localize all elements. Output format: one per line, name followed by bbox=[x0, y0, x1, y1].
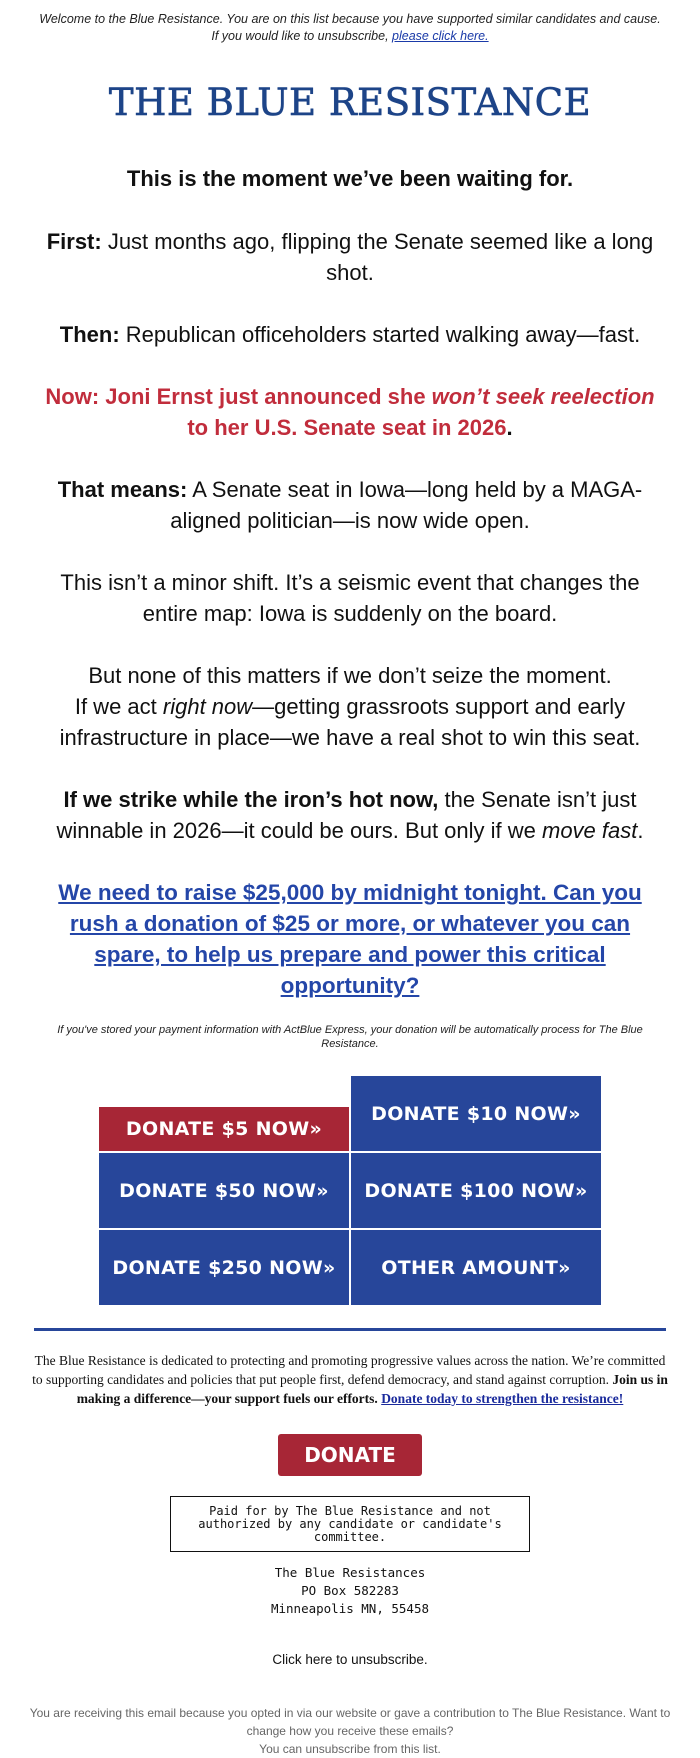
paragraph-that-means-text: A Senate seat in Iowa—long held by a MAGA-aligned politician—is now wide open. bbox=[170, 477, 643, 533]
actblue-note: If you've stored your payment information with ActBlue Express, your donation will be automatically process for The Blue Resistance. bbox=[57, 1024, 643, 1050]
preheader bbox=[0, 0, 700, 45]
alert-emphasis: won’t seek reelection bbox=[431, 384, 655, 409]
donation-ask-link[interactable]: We need to raise $25,000 by midnight tonight. Can you rush a donation of $25 or more, or whatever you can spare, to help us prepare and power this critical opportunity? bbox=[58, 880, 642, 998]
footer-unsubscribe-link[interactable]: You can unsubscribe from this list. bbox=[259, 1742, 441, 1756]
paragraph-seismic: This isn’t a minor shift. It’s a seismic event that changes the entire map: Iowa is suddenly on the board. bbox=[60, 570, 640, 626]
about-paragraph bbox=[0, 1351, 700, 1408]
preheader-text: Welcome to the Blue Resistance. You are on this list because you have supported similar candidates and cause. If you would like to unsubscribe, bbox=[39, 12, 661, 43]
mailing-address bbox=[0, 1564, 700, 1618]
seize-text-b: —getting grassroots support and early infrastructure in place—we have a real shot to win this seat. bbox=[59, 694, 641, 750]
donate-10-button[interactable]: DONATE $10 NOW» bbox=[350, 1075, 602, 1152]
seize-emphasis: right now bbox=[162, 694, 253, 719]
donate-250-button[interactable]: DONATE $250 NOW» bbox=[98, 1229, 350, 1306]
about-text: The Blue Resistance is dedicated to protecting and promoting progressive values across the nation. We’re committed to supporting candidates and policies that put people first, defend democracy, and stand against corruption. bbox=[32, 1353, 666, 1387]
donate-today-link[interactable]: Donate today to strengthen the resistance! bbox=[381, 1391, 624, 1406]
strike-lead: If we strike while the iron’s hot now, bbox=[63, 787, 439, 812]
about-bold: Join us in making a difference—your support fuels our efforts. bbox=[76, 1372, 668, 1406]
strike-period: . bbox=[637, 818, 644, 843]
unsubscribe-link[interactable]: Click here to unsubscribe. bbox=[272, 1652, 428, 1667]
alert-text-a: Now: Joni Ernst just announced she bbox=[45, 384, 432, 409]
seize-line-1: But none of this matters if we don’t seize the moment. bbox=[88, 663, 612, 688]
paid-for-disclaimer: Paid for by The Blue Resistance and not authorized by any candidate or candidate's committee. bbox=[170, 1496, 530, 1552]
address-box: PO Box 582283 bbox=[301, 1583, 399, 1598]
paragraph-then-text: Republican officeholders started walking away—fast. bbox=[119, 322, 641, 347]
address-name: The Blue Resistances bbox=[274, 1565, 426, 1580]
alert-period: . bbox=[506, 415, 513, 440]
paragraph-then-lead: Then: bbox=[59, 322, 120, 347]
alert-text-b: to her U.S. Senate seat in 2026 bbox=[187, 415, 507, 440]
donate-button[interactable]: DONATE bbox=[278, 1434, 422, 1476]
paragraph-that-means-lead: That means: bbox=[57, 477, 188, 502]
address-city: Minneapolis MN, 55458 bbox=[270, 1601, 430, 1616]
paragraph-first-lead: First: bbox=[46, 229, 102, 254]
paragraph-first-text: Just months ago, flipping the Senate seemed like a long shot. bbox=[101, 229, 654, 285]
strike-text: the Senate isn’t just winnable in 2026—it could be ours. But only if we bbox=[56, 787, 637, 843]
logo bbox=[0, 81, 700, 133]
strike-emphasis: move fast bbox=[542, 818, 638, 843]
footer-text: You are receiving this email because you opted in via our website or gave a contribution to The Blue Resistance. Want to change how you receive these emails? bbox=[29, 1706, 671, 1738]
donate-button-grid bbox=[98, 1075, 602, 1306]
other-amount-button[interactable]: OTHER AMOUNT» bbox=[350, 1229, 602, 1306]
paragraph-that-means bbox=[44, 474, 656, 536]
donate-5-button[interactable]: DONATE $5 NOW» bbox=[98, 1106, 350, 1152]
unsubscribe-link-top[interactable]: please click here. bbox=[392, 29, 489, 43]
donate-button-wrap bbox=[0, 1434, 700, 1476]
message-body bbox=[0, 163, 700, 1001]
seize-text-a: If we act bbox=[74, 694, 163, 719]
paragraph-strike bbox=[44, 784, 656, 846]
paragraph-now-alert bbox=[44, 381, 656, 443]
donation-ask bbox=[44, 877, 656, 1001]
paragraph-seize-moment bbox=[44, 660, 656, 753]
donate-50-button[interactable]: DONATE $50 NOW» bbox=[98, 1152, 350, 1229]
divider bbox=[34, 1328, 666, 1331]
paragraph-then bbox=[44, 319, 656, 350]
headline: This is the moment we’ve been waiting for. bbox=[126, 166, 574, 191]
paragraph-first bbox=[44, 226, 656, 288]
logo-text: THE BLUE RESISTANCE bbox=[108, 81, 592, 124]
footer bbox=[0, 1704, 700, 1758]
donate-100-button[interactable]: DONATE $100 NOW» bbox=[350, 1152, 602, 1229]
